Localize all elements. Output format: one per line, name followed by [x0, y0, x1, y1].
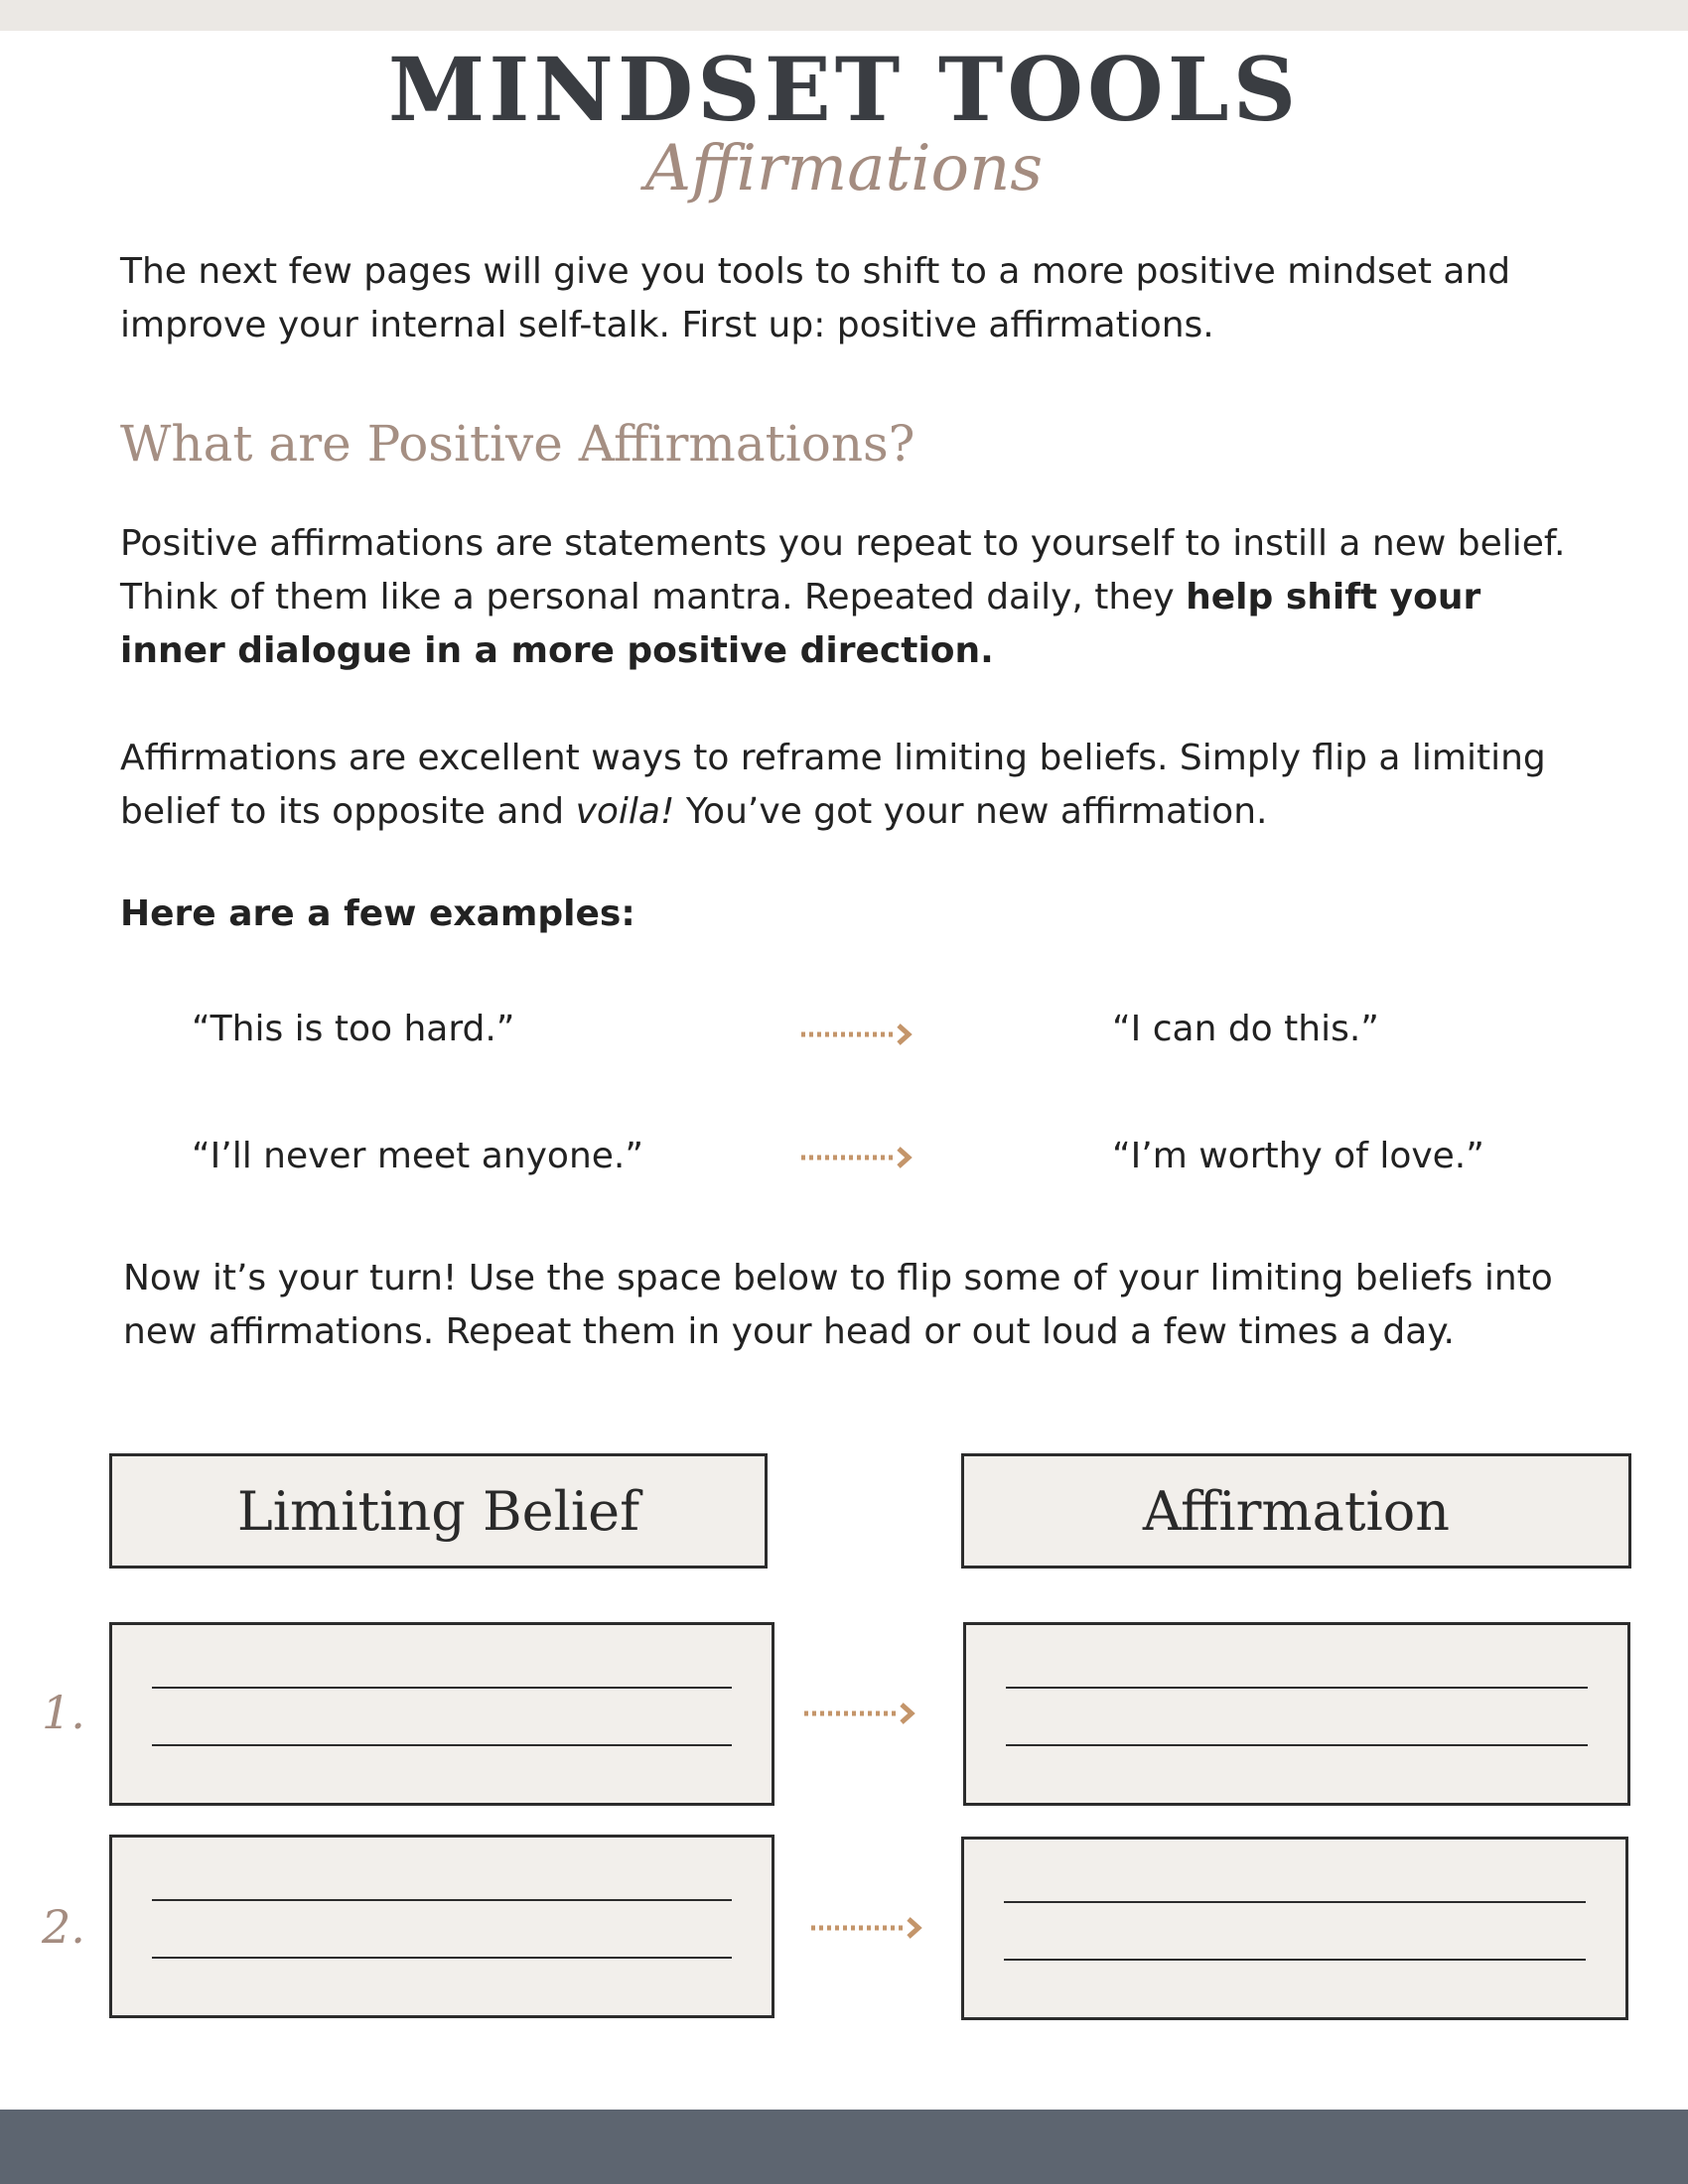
reframe-text-end: You’ve got your new affirmation.: [674, 791, 1268, 832]
definition-bold-text: help shift your inner dialogue in a more positive direction.: [120, 577, 1481, 671]
definition-paragraph: [120, 517, 1590, 678]
dotted-arrow-icon: [799, 1146, 914, 1169]
example-limiting-belief: “I’ll never meet anyone.”: [192, 1136, 644, 1176]
top-band: [0, 0, 1688, 31]
reframe-italic-text: voila!: [575, 791, 675, 832]
definition-text: Positive affirmations are statements you repeat to yourself to instill a new belief. Think of them like a personal mantra. Repeated daily, they: [120, 523, 1566, 617]
writing-line: [152, 1957, 732, 1959]
writing-line: [152, 1744, 732, 1746]
page-subtitle: Affirmations: [644, 132, 1044, 205]
affirmation-input[interactable]: [961, 1837, 1628, 2020]
writing-line: [1004, 1901, 1586, 1903]
page-title: MINDSET TOOLS: [387, 38, 1301, 141]
example-affirmation: “I can do this.”: [1112, 1009, 1379, 1049]
dotted-arrow-icon: [802, 1702, 916, 1725]
example-affirmation: “I’m worthy of love.”: [1112, 1136, 1484, 1176]
examples-heading: Here are a few examples:: [120, 893, 635, 934]
example-limiting-belief: “This is too hard.”: [192, 1009, 515, 1049]
writing-line: [1006, 1744, 1588, 1746]
row-number: 2.: [42, 1900, 85, 1954]
footer-band: [0, 2110, 1688, 2184]
writing-line: [152, 1687, 732, 1689]
affirmation-input[interactable]: [963, 1622, 1630, 1806]
writing-line: [1006, 1687, 1588, 1689]
reframe-text: Affirmations are excellent ways to reframe limiting beliefs. Simply flip a limiting belief to its opposite and: [120, 738, 1546, 832]
limiting-belief-input[interactable]: [109, 1622, 774, 1806]
row-number: 1.: [42, 1686, 85, 1739]
reframe-paragraph: [120, 732, 1590, 839]
affirmation-header: Affirmation: [961, 1453, 1631, 1569]
instruction-paragraph: Now it’s your turn! Use the space below to flip some of your limiting beliefs into new affirmations. Repeat them in your head or out loud a few times a day.: [123, 1258, 1553, 1352]
limiting-belief-header: Limiting Belief: [109, 1453, 768, 1569]
dotted-arrow-icon: [799, 1023, 914, 1046]
limiting-belief-input[interactable]: [109, 1835, 774, 2018]
intro-paragraph: The next few pages will give you tools to shift to a more positive mindset and improve your internal self-talk. First up: positive affirmations.: [120, 251, 1511, 345]
section-heading: What are Positive Affirmations?: [120, 415, 915, 473]
writing-line: [152, 1899, 732, 1901]
dotted-arrow-icon: [809, 1916, 923, 1940]
writing-line: [1004, 1959, 1586, 1961]
